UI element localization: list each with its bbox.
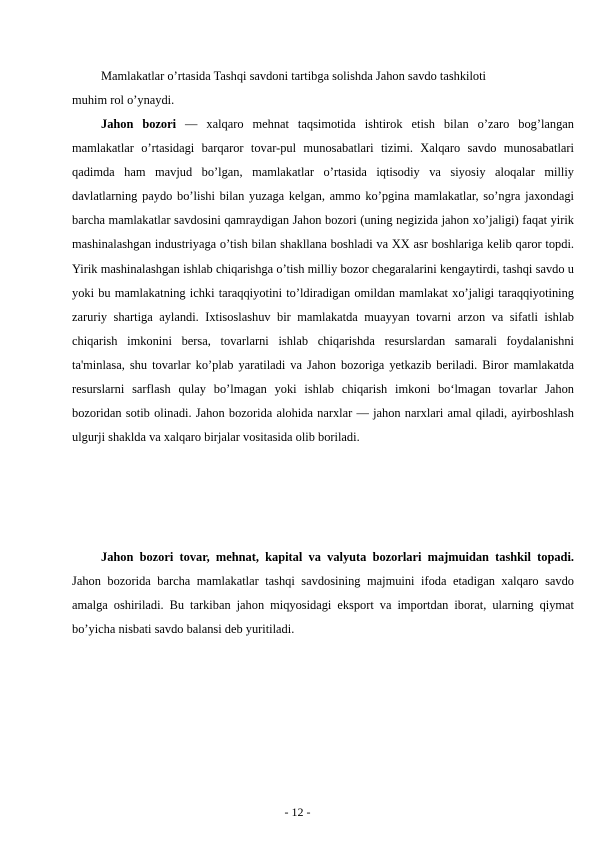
jahon-bozori-paragraph xyxy=(72,112,574,449)
market-structure-paragraph xyxy=(72,545,574,641)
page-number: - 12 - xyxy=(284,805,311,819)
jahon-bozori-definition: — xalqaro mehnat taqsimotida ishtirok etish bilan o’zaro bog’langan mamlakatlar o’rtasidagi barqaror tovar-pul munosabatlari tizimi. Xalqaro savdo munosabatlari qadimda ham mavjud bo’lgan, mamlakatlar o’rtasida iqtisodiy va siyosiy aloqalar milliy davlatlarning paydo bo’lishi bilan yuzaga kelgan, ammo ko’pgina mamlakatlar, so’ngra jaxondagi barcha mamlakatlar savdosini qamraydigan Jahon bozori (uning negizida jahon xo’jaligi) faqat yirik mashinalashgan industriyaga o’tish bilan shakllana boshladi va XX asr boshlariga kelib qaror topdi. Yirik mashinalashgan ishlab chiqarishga o’tish milliy bozor chegaralarini kengaytirdi, tashqi savdo u yoki bu mamlakatning ichki taraqqiyotini to’ldiradigan omildan mamlakat xo’jaligi taraqqiyotining zaruriy shartiga aylandi. Ixtisoslashuv bir mamlakatda muayyan tovarni arzon va sifatli ishlab chiqarish imkonini bersa, tovarlarni ishlab chiqarishda resurslardan samarali foydalanishni ta'minlasa, shu tovarlar ko’plab yaratiladi va Jahon bozoriga yetkazib beriladi. Biror mamlakatda resurslarni sarflash qulay bo’lmagan yoki ishlab chiqarish imkoni bo‘lmagan tovarlar Jahon bozoridan sotib olinadi. Jahon bozorida alohida narxlar — jahon narxlari amal qiladi, ayirboshlash ulgurji shaklda va xalqaro birjalar vositasida olib boriladi. xyxy=(72,117,574,445)
intro-paragraph xyxy=(72,64,574,112)
jahon-bozori-term: Jahon bozori xyxy=(101,117,177,131)
intro-line-1: Mamlakatlar o’rtasida Tashqi savdoni tartibga solishda Jahon savdo tashkiloti xyxy=(101,69,487,83)
market-structure-bold-statement: Jahon bozori tovar, mehnat, kapital va valyuta bozorlari majmuidan tashkil topadi. xyxy=(101,550,574,564)
intro-line-2: muhim rol o’ynaydi. xyxy=(72,93,175,108)
market-structure-text: Jahon bozorida barcha mamlakatlar tashqi savdosining majmuini ifoda etadigan xalqaro savdo amalga oshiriladi. Bu tarkiban jahon miqyosidagi eksport va importdan iborat, ularning qiymat bo’yicha nisbati savdo balansi deb yuritiladi. xyxy=(72,574,574,637)
